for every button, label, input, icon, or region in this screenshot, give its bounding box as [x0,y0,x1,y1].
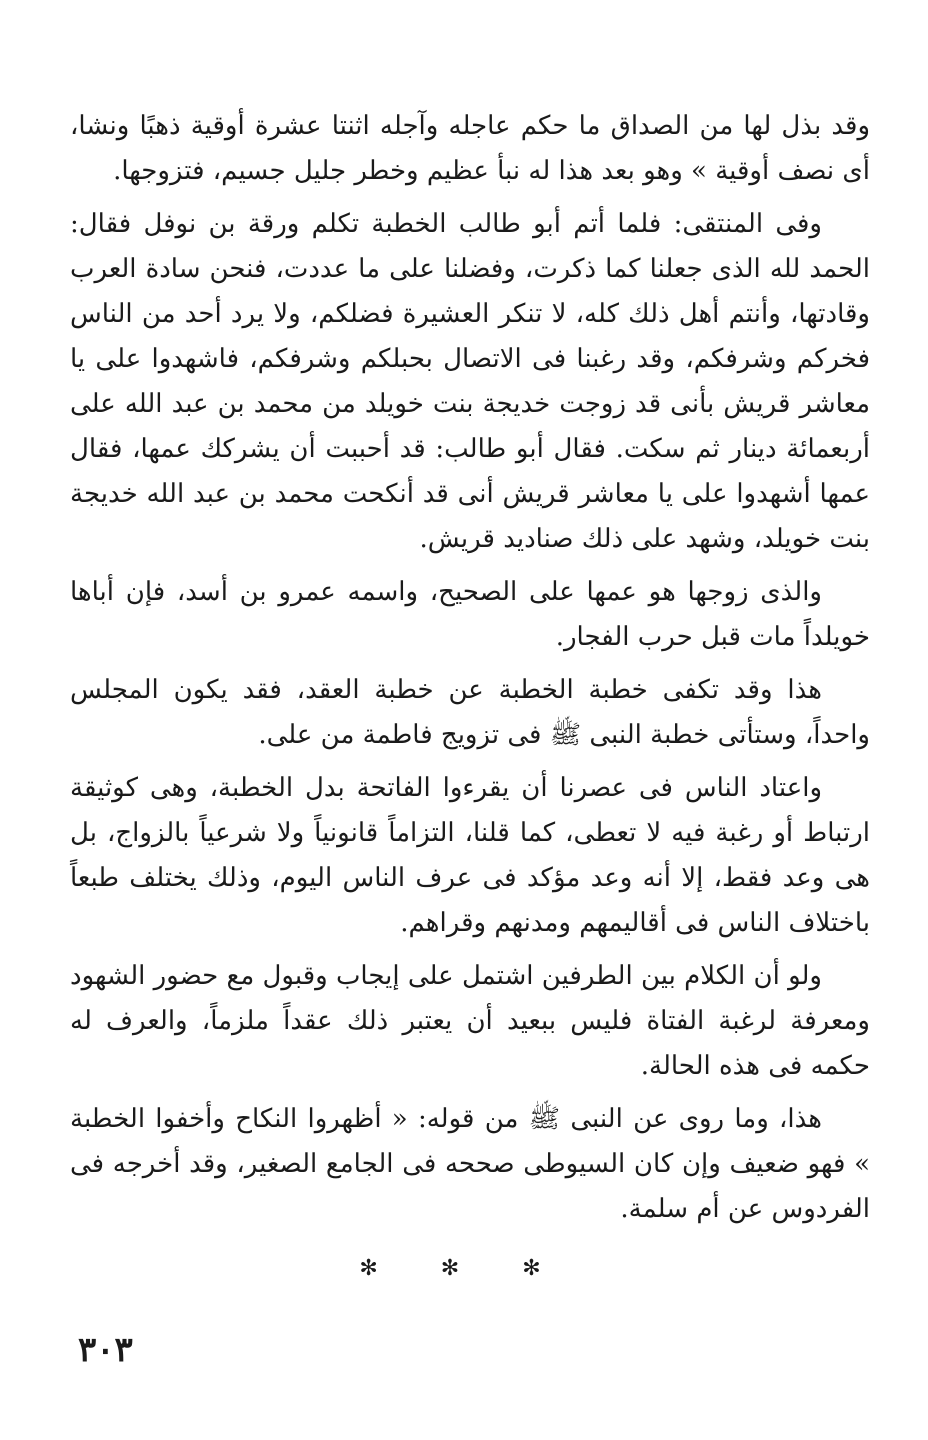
paragraph-2: وفى المنتقى: فلما أتم أبو طالب الخطبة تكلم ورقة بن نوفل فقال: الحمد لله الذى جعلنا كما ذكرت، وفضلنا على ما عددت، فنحن سادة العرب وقادتها، وأنتم أهل ذلك كله، لا تنكر العشيرة فضلكم، ولا يرد أحد من الناس فخركم وشرفكم، وقد رغبنا فى الاتصال بحبلكم وشرفكم، فاشهدوا على يا معاشر قريش بأنى قد زوجت خديجة بنت خويلد من محمد بن عبد الله على أربعمائة دينار ثم سكت. فقال أبو طالب: قد أحببت أن يشركك عمها، فقال عمها أشهدوا على يا معاشر قريش أنى قد أنكحت محمد بن عبد الله خديجة بنت خويلد، وشهد على ذلك صناديد قريش. [70,209,870,554]
page-body [70,104,870,1240]
paragraph-1: وقد بذل لها من الصداق ما حكم عاجله وآجله اثنتا عشرة أوقية ذهبًا ونشا، أى نصف أوقية » وهو بعد هذا له نبأ عظيم وخطر جليل جسيم، فتزوجها. [70,111,870,186]
paragraph-3: والذى زوجها هو عمها على الصحيح، واسمه عمرو بن أسد، فإن أباها خويلداً مات قبل حرب الفجار. [70,577,870,652]
paragraph-7: هذا، وما روى عن النبى ﷺ من قوله: « أظهروا النكاح وأخفوا الخطبة » فهو ضعيف وإن كان السيوطى صححه فى الجامع الصغير، وقد أخرجه فى الفردوس عن أم سلمة. [70,1104,870,1224]
paragraph-4: هذا وقد تكفى خطبة الخطبة عن خطبة العقد، فقد يكون المجلس واحداً، وستأتى خطبة النبى ﷺ فى تزويج فاطمة من على. [70,675,870,750]
paragraph-6: ولو أن الكلام بين الطرفين اشتمل على إيجاب وقبول مع حضور الشهود ومعرفة لرغبة الفتاة فليس ببعيد أن يعتبر ذلك عقداً ملزماً، والعرف له حكمه فى هذه الحالة. [70,961,870,1081]
section-separator: ✻ ✻ ✻ [359,1256,569,1281]
page-number: ٣٠٣ [78,1330,133,1370]
paragraph-5: واعتاد الناس فى عصرنا أن يقرءوا الفاتحة بدل الخطبة، وهى كوثيقة ارتباط أو رغبة فيه لا تعطى، كما قلنا، التزاماً قانونياً ولا شرعياً بالزواج، بل هى وعد فقط، إلا أنه وعد مؤكد فى عرف الناس اليوم، وذلك يختلف طبعاً باختلاف الناس فى أقاليمهم ومدنهم وقراهم. [70,773,870,938]
